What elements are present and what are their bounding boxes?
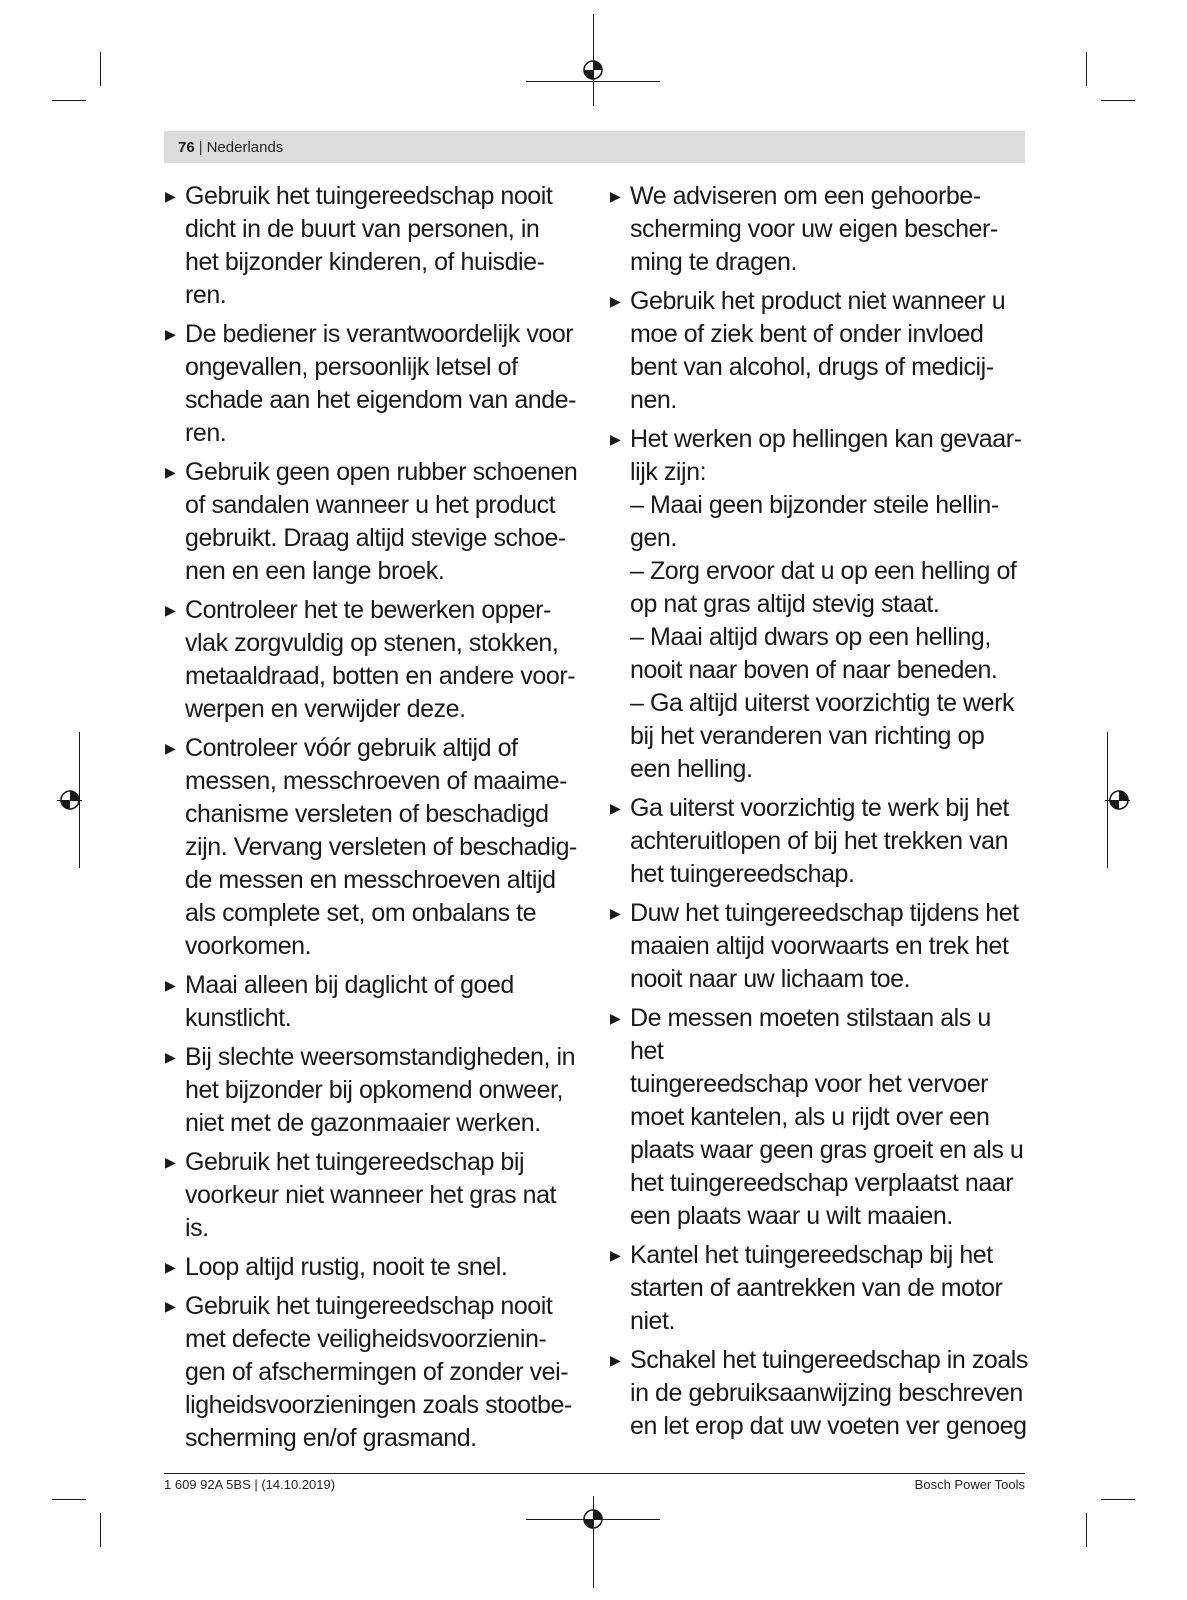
list-item-text: Gebruik het tuingereedschap bij voorkeur niet wanneer het gras nat is. [185, 1148, 557, 1242]
bullet-triangle-icon: ▶ [165, 1259, 176, 1275]
registration-target-icon [1108, 789, 1130, 811]
list-item [609, 285, 1029, 417]
registration-target-icon [582, 1508, 604, 1530]
list-item-text: Gebruik het tuingereedschap nooit dicht in de buurt van personen, in het bijzonder kinderen, of huisdie- ren. [185, 182, 553, 309]
registration-target-icon [59, 789, 81, 811]
bullet-triangle-icon: ▶ [165, 326, 176, 342]
list-item-text: Controleer het te bewerken opper- vlak zorgvuldig op stenen, stokken, metaaldraad, botten en andere voor- werpen en verwijder deze. [185, 596, 576, 723]
bullet-triangle-icon: ▶ [165, 740, 176, 756]
right-column [609, 180, 1029, 1449]
list-item [609, 897, 1029, 996]
list-item-text: De messen moeten stilstaan als u het tuingereedschap voor het vervoer moet kantelen, als u rijdt over een plaats waar geen gras groeit en als u het tuingereedschap verplaatst naar een plaats waar u wilt maaien. [630, 1004, 1024, 1230]
registration-line [526, 81, 660, 82]
crop-mark [100, 52, 101, 86]
page-number: 76 [178, 138, 195, 156]
footer-doc-id: 1 609 92A 5BS | (14.10.2019) [164, 1477, 336, 1492]
bullet-triangle-icon: ▶ [610, 431, 621, 447]
header-language: Nederlands [206, 138, 284, 156]
list-item [164, 1041, 584, 1140]
list-item-text: Gebruik het tuingereedschap nooit met defecte veiligheidsvoorzienin- gen of afschermingen of zonder vei- ligheidsvoorzieningen zoals stootbe- scherming en/of grasmand. [185, 1292, 572, 1452]
bullet-triangle-icon: ▶ [610, 1352, 621, 1368]
crop-mark [1086, 52, 1087, 86]
list-item-text: Maai alleen bij daglicht of goed kunstlicht. [185, 971, 514, 1032]
list-item-text: Kantel het tuingereedschap bij het starten of aantrekken van de motor niet. [630, 1241, 1003, 1335]
bullet-triangle-icon: ▶ [165, 1154, 176, 1170]
list-item [609, 792, 1029, 891]
crop-mark [1101, 100, 1135, 101]
bullet-triangle-icon: ▶ [610, 188, 621, 204]
page-header [164, 131, 1025, 163]
footer-brand: Bosch Power Tools [914, 1477, 1025, 1492]
list-item-text: Gebruik geen open rubber schoenen of sandalen wanneer u het product gebruikt. Draag altijd stevige schoe- nen en een lange broek. [185, 458, 578, 585]
list-item-text: Bij slechte weersomstandigheden, in het bijzonder bij opkomend onweer, niet met de gazonmaaier werken. [185, 1043, 576, 1137]
list-item [609, 423, 1029, 786]
list-item-text: Loop altijd rustig, nooit te snel. [185, 1253, 508, 1281]
bullet-triangle-icon: ▶ [610, 800, 621, 816]
list-item-text: De bediener is verantwoordelijk voor ongevallen, persoonlijk letsel of schade aan het eigendom van ande- ren. [185, 320, 577, 447]
list-item [164, 969, 584, 1035]
crop-mark [100, 1513, 101, 1547]
bullet-triangle-icon: ▶ [610, 1247, 621, 1263]
registration-target-icon [582, 59, 604, 81]
list-item [164, 456, 584, 588]
bullet-triangle-icon: ▶ [165, 977, 176, 993]
bullet-triangle-icon: ▶ [610, 1010, 621, 1026]
footer-rule [164, 1473, 1025, 1474]
crop-mark [52, 1499, 86, 1500]
list-item [164, 180, 584, 312]
bullet-triangle-icon: ▶ [165, 188, 176, 204]
list-item-text: Het werken op hellingen kan gevaar- lijk zijn: – Maai geen bijzonder steile hellin- gen. – Zorg ervoor dat u op een helling of op nat gras altijd stevig staat. – Maai altijd dwars op een helling, nooit naar boven of naar beneden. – Ga altijd uiterst voorzichtig te werk bij het veranderen van richting op een helling. [630, 425, 1022, 783]
crop-mark [1101, 1499, 1135, 1500]
list-item-text: We adviseren om een gehoorbe- scherming voor uw eigen bescher- ming te dragen. [630, 182, 998, 276]
list-item-text: Gebruik het product niet wanneer u moe of ziek bent of onder invloed bent van alcohol, drugs of medicij- nen. [630, 287, 1006, 414]
list-item-text: Duw het tuingereedschap tijdens het maaien altijd voorwaarts en trek het nooit naar uw lichaam toe. [630, 899, 1019, 993]
list-item [609, 1344, 1029, 1443]
bullet-triangle-icon: ▶ [610, 905, 621, 921]
bullet-triangle-icon: ▶ [165, 602, 176, 618]
list-item [609, 1239, 1029, 1338]
list-item [164, 732, 584, 963]
crop-mark [1086, 1513, 1087, 1547]
bullet-triangle-icon: ▶ [165, 1049, 176, 1065]
list-item [164, 318, 584, 450]
header-separator: | [198, 138, 203, 156]
list-item [164, 1251, 584, 1284]
list-item [164, 1146, 584, 1245]
crop-mark [52, 100, 86, 101]
list-item [609, 180, 1029, 279]
list-item [164, 594, 584, 726]
bullet-triangle-icon: ▶ [610, 293, 621, 309]
bullet-triangle-icon: ▶ [165, 464, 176, 480]
left-column [164, 180, 584, 1461]
list-item-text: Schakel het tuingereedschap in zoals in de gebruiksaanwijzing beschreven en let erop dat uw voeten ver genoeg [630, 1346, 1028, 1440]
list-item [609, 1002, 1029, 1233]
bullet-triangle-icon: ▶ [165, 1298, 176, 1314]
list-item-text: Ga uiterst voorzichtig te werk bij het achteruitlopen of bij het trekken van het tuingereedschap. [630, 794, 1009, 888]
list-item [164, 1290, 584, 1455]
list-item-text: Controleer vóór gebruik altijd of messen, messchroeven of maaime- chanisme versleten of beschadigd zijn. Vervang versleten of beschadig- de messen en messchroeven altijd als complete set, om onbalans te voorkomen. [185, 734, 577, 960]
